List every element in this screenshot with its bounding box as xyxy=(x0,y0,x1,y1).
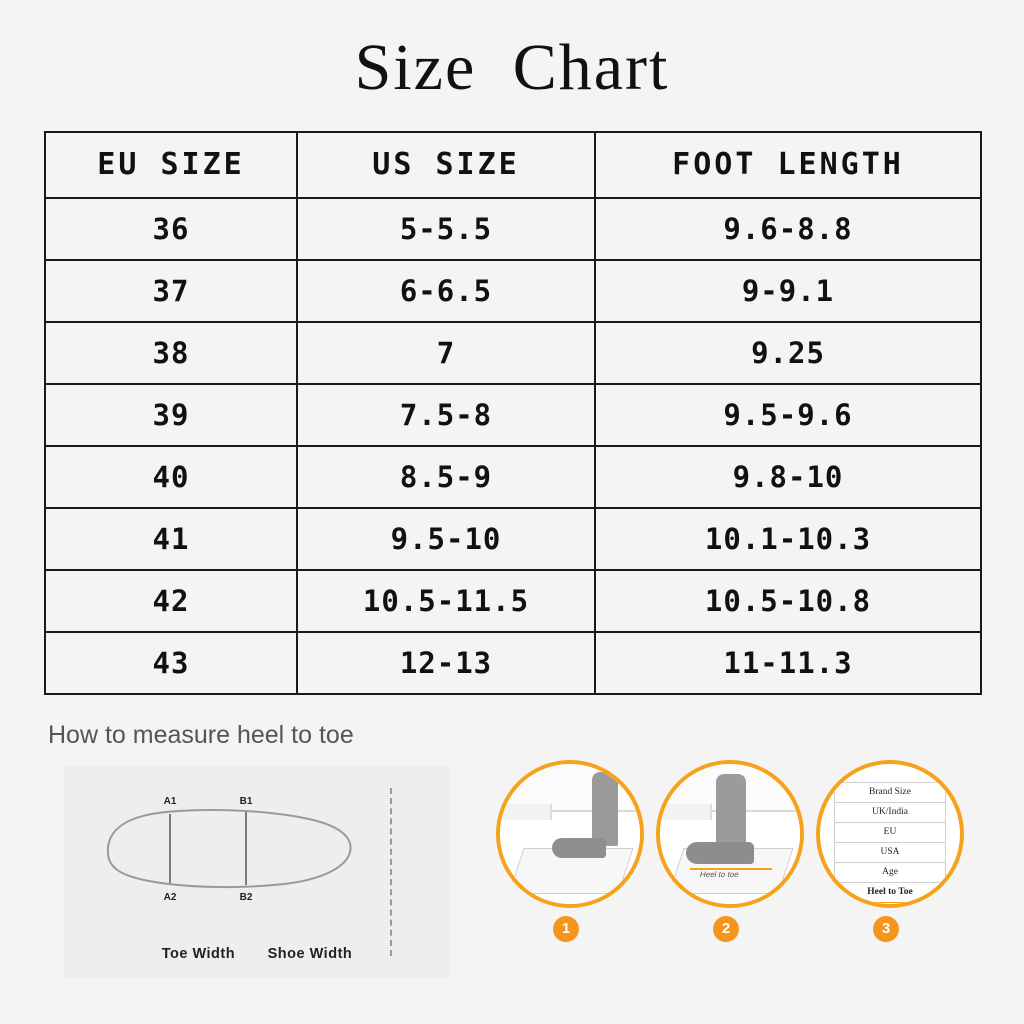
sole-diagram-panel xyxy=(64,766,450,978)
cell-eu-size: 39 xyxy=(45,384,297,446)
step-1-photo xyxy=(496,760,644,908)
mini-row-usa: USA xyxy=(835,842,946,862)
cell-foot-length: 10.5-10.8 xyxy=(595,570,981,632)
step-3-photo xyxy=(816,760,964,908)
table-row xyxy=(45,322,981,384)
mini-table-row xyxy=(835,842,946,862)
leg-shape xyxy=(716,774,746,846)
measure-step-3 xyxy=(816,760,956,937)
cell-foot-length: 9.5-9.6 xyxy=(595,384,981,446)
leg-shape xyxy=(592,772,618,846)
cell-us-size: 7 xyxy=(297,322,595,384)
column-header-foot-length: FOOT LENGTH xyxy=(595,132,981,198)
cell-us-size: 5-5.5 xyxy=(297,198,595,260)
cell-us-size: 7.5-8 xyxy=(297,384,595,446)
cell-foot-length: 11-11.3 xyxy=(595,632,981,694)
size-chart-table xyxy=(44,131,982,695)
svg-text:B1: B1 xyxy=(239,795,253,807)
step-2-photo xyxy=(656,760,804,908)
table-row xyxy=(45,570,981,632)
label-shoe-width: Shoe Width xyxy=(267,945,353,962)
svg-text:A2: A2 xyxy=(163,891,177,903)
svg-text:A1: A1 xyxy=(163,795,177,807)
panel-divider xyxy=(390,788,392,956)
mini-table-row xyxy=(835,822,946,842)
cell-us-size: 9.5-10 xyxy=(297,508,595,570)
cell-eu-size: 37 xyxy=(45,260,297,322)
cell-eu-size: 38 xyxy=(45,322,297,384)
mini-table-row xyxy=(835,862,946,882)
mini-table-row xyxy=(835,802,946,822)
cell-eu-size: 42 xyxy=(45,570,297,632)
foot-shape xyxy=(686,842,754,864)
measure-step-1 xyxy=(496,760,636,937)
size-chart-container xyxy=(44,131,980,695)
mini-table-row xyxy=(835,782,946,802)
mini-row-uk-india: UK/India xyxy=(835,802,946,822)
sole-diagram-labels xyxy=(64,946,450,962)
column-header-eu-size: EU SIZE xyxy=(45,132,297,198)
table-row xyxy=(45,632,981,694)
svg-text:B2: B2 xyxy=(239,891,253,903)
foot-shape xyxy=(552,838,606,858)
table-row xyxy=(45,260,981,322)
table-row xyxy=(45,446,981,508)
cell-eu-size: 36 xyxy=(45,198,297,260)
step-2-number: 2 xyxy=(713,916,739,942)
label-toe-width: Toe Width xyxy=(161,945,236,962)
cell-foot-length: 9.6-8.8 xyxy=(595,198,981,260)
brand-size-table xyxy=(834,782,946,903)
measure-steps xyxy=(496,760,976,1000)
cell-foot-length: 9.8-10 xyxy=(595,446,981,508)
howto-section xyxy=(44,760,980,1010)
table-row xyxy=(45,384,981,446)
cell-us-size: 12-13 xyxy=(297,632,595,694)
cell-foot-length: 10.1-10.3 xyxy=(595,508,981,570)
cell-us-size: 10.5-11.5 xyxy=(297,570,595,632)
column-header-us-size: US SIZE xyxy=(297,132,595,198)
table-header-row xyxy=(45,132,981,198)
cell-eu-size: 43 xyxy=(45,632,297,694)
table-row xyxy=(45,198,981,260)
table-row xyxy=(45,508,981,570)
cell-eu-size: 41 xyxy=(45,508,297,570)
shoe-sole-icon xyxy=(78,776,378,926)
howto-heading: How to measure heel to toe xyxy=(48,720,354,749)
mini-row-brand-size: Brand Size xyxy=(835,782,946,802)
page-title: Size Chart xyxy=(354,31,670,104)
step-1-number: 1 xyxy=(553,916,579,942)
cell-foot-length: 9-9.1 xyxy=(595,260,981,322)
cell-eu-size: 40 xyxy=(45,446,297,508)
step-3-number: 3 xyxy=(873,916,899,942)
mini-row-age: Age xyxy=(835,862,946,882)
cell-us-size: 8.5-9 xyxy=(297,446,595,508)
cell-us-size: 6-6.5 xyxy=(297,260,595,322)
measure-step-2 xyxy=(656,760,796,937)
measure-annotation: Heel to toe xyxy=(698,869,740,879)
mini-row-heel-to-toe: Heel to Toe xyxy=(835,882,946,902)
cell-foot-length: 9.25 xyxy=(595,322,981,384)
mini-table-row-highlighted xyxy=(835,882,946,902)
mini-row-eu: EU xyxy=(835,822,946,842)
